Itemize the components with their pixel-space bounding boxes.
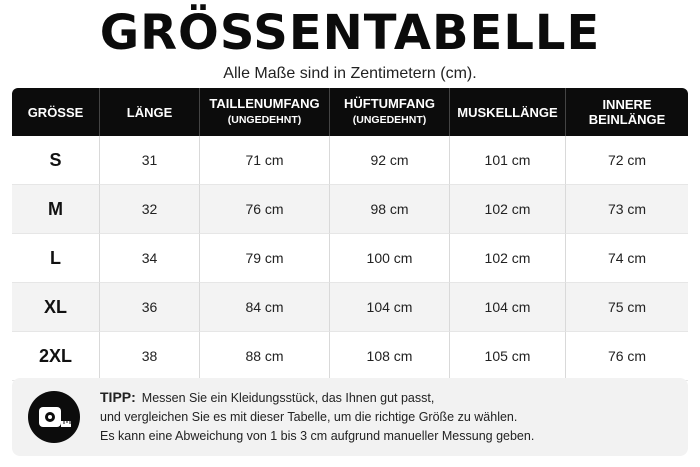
measuring-tape-icon	[28, 391, 80, 443]
waist-cell: 88 cm	[200, 332, 330, 381]
tip-text	[100, 388, 680, 446]
table-row	[12, 332, 688, 381]
table-row	[12, 185, 688, 234]
measuring-tape-graphic	[28, 391, 80, 443]
waist-cell: 84 cm	[200, 283, 330, 332]
hip-cell: 98 cm	[330, 185, 450, 234]
size-table-container	[12, 88, 688, 381]
tip-line-1: TIPP: Messen Sie ein Kleidungsstück, das Ihnen gut passt,	[100, 389, 435, 405]
size-cell: L	[12, 234, 100, 283]
tip-line-3: Es kann eine Abweichung von 1 bis 3 cm aufgrund manueller Messung geben.	[100, 429, 535, 443]
hip-cell: 108 cm	[330, 332, 450, 381]
header-muscle-length: MUSKELLÄNGE	[450, 88, 566, 136]
inseam-cell: 75 cm	[566, 283, 688, 332]
muscle-length-cell: 101 cm	[450, 136, 566, 185]
waist-cell: 79 cm	[200, 234, 330, 283]
size-cell: M	[12, 185, 100, 234]
hip-cell: 100 cm	[330, 234, 450, 283]
inseam-cell: 73 cm	[566, 185, 688, 234]
table-row	[12, 136, 688, 185]
size-cell: 2XL	[12, 332, 100, 381]
header-length: LÄNGE	[100, 88, 200, 136]
page-subtitle: Alle Maße sind in Zentimetern (cm).	[223, 65, 477, 82]
hip-cell: 92 cm	[330, 136, 450, 185]
size-table	[12, 88, 688, 381]
waist-cell: 71 cm	[200, 136, 330, 185]
muscle-length-cell: 104 cm	[450, 283, 566, 332]
length-cell: 31	[100, 136, 200, 185]
header-waist: TAILLENUMFANG (UNGEDEHNT)	[200, 88, 330, 136]
header-hip: HÜFTUMFANG (UNGEDEHNT)	[330, 88, 450, 136]
size-cell: XL	[12, 283, 100, 332]
tip-line-2: und vergleichen Sie es mit dieser Tabelle, um die richtige Größe zu wählen.	[100, 410, 518, 424]
page-title: GRÖSSENTABELLE	[99, 5, 601, 61]
table-row	[12, 234, 688, 283]
muscle-length-cell: 105 cm	[450, 332, 566, 381]
length-cell: 36	[100, 283, 200, 332]
length-cell: 38	[100, 332, 200, 381]
muscle-length-cell: 102 cm	[450, 234, 566, 283]
tip-label: TIPP:	[100, 389, 136, 405]
length-cell: 32	[100, 185, 200, 234]
inseam-cell: 76 cm	[566, 332, 688, 381]
size-cell: S	[12, 136, 100, 185]
header-size: GRÖSSE	[12, 88, 100, 136]
length-cell: 34	[100, 234, 200, 283]
header-inseam: INNERE BEINLÄNGE	[566, 88, 688, 136]
tip-box	[12, 378, 688, 456]
inseam-cell: 72 cm	[566, 136, 688, 185]
waist-cell: 76 cm	[200, 185, 330, 234]
table-row	[12, 283, 688, 332]
hip-cell: 104 cm	[330, 283, 450, 332]
table-header-row	[12, 88, 688, 136]
muscle-length-cell: 102 cm	[450, 185, 566, 234]
inseam-cell: 74 cm	[566, 234, 688, 283]
